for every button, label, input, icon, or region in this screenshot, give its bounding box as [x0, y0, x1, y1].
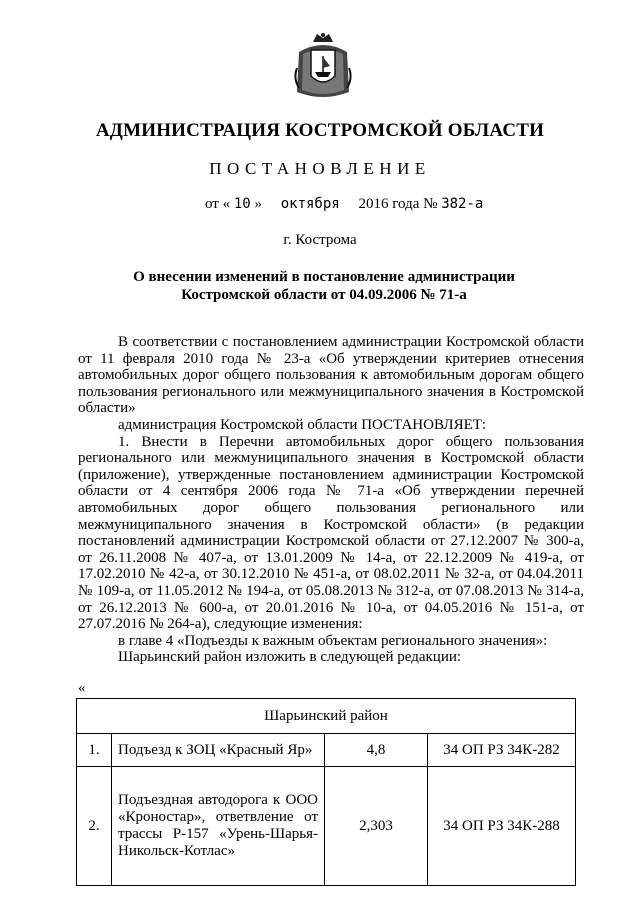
road-code: 34 ОП РЗ 34К-288 [428, 767, 576, 886]
date-quote-close: » [254, 196, 262, 212]
row-number: 1. [77, 734, 112, 767]
road-length: 4,8 [325, 734, 428, 767]
roads-table [76, 698, 576, 886]
document-type: ПОСТАНОВЛЕНИЕ [209, 159, 431, 178]
paragraph-item-1: 1. Внести в Перечни автомобильных дорог общего пользования регионального или межмуниципального значения в Костромской области (приложение), утвержденные постановлением администрации Костромской области от 4 сентября 2006 года № 71-а «Об утверждении перечней автомобильных дорог общего пользования регионального или межмуниципального значения в Костромской области» (в редакции постановлений администрации Костромской области от 27.12.2007 № 300-а, от 26.11.2008 № 407-а, от 13.01.2009 № 14-а, от 22.12.2009 № 419-а, от 17.02.2010 № 42-а, от 30.12.2010 № 451-а, от 08.02.2011 № 32-а, от 04.04.2011 № 109-а, от 11.05.2012 № 194-а, от 05.08.2013 № 312-а, от 07.08.2013 № 314-а, от 26.12.2013 № 600-а, от 20.01.2016 № 10-а, от 04.05.2016 № 151-а, от 27.07.2016 № 264-а), следующие изменения: [78, 433, 584, 633]
date-day: 10 [233, 196, 251, 212]
document-number: 382-а [441, 196, 484, 212]
coat-of-arms-icon [293, 32, 353, 100]
document-body [78, 334, 584, 666]
district-header: Шарьинский район [77, 699, 576, 734]
paragraph-district: Шарьинский район изложить в следующей редакции: [118, 649, 462, 666]
table-row [77, 734, 576, 767]
road-name: Подъездная автодорога к ООО «Кроностар», ответвление от трассы Р-157 «Урень-Шарья-Никольск-Котлас» [112, 767, 325, 886]
document-date-line [205, 196, 483, 213]
agency-title: АДМИНИСТРАЦИЯ КОСТРОМСКОЙ ОБЛАСТИ [95, 120, 545, 141]
paragraph-chapter-4: в главе 4 «Подъезды к важным объектам регионального значения»: [118, 632, 548, 649]
paragraph-preamble: В соответствии с постановлением администрации Костромской области от 11 февраля 2010 года № 23-а «Об утверждении критериев отнесения автомобильных дорог общего пользования к автомобильным дорогам общего пользования регионального или межмуниципального значения в Костромской области» [78, 334, 584, 417]
road-name: Подъезд к ЗОЦ «Красный Яр» [112, 734, 325, 767]
document-subject [100, 268, 548, 304]
paragraph-resolves: администрация Костромской области ПОСТАНОВЛЯЕТ: [118, 416, 487, 433]
table-header-row [77, 699, 576, 734]
table-row [77, 767, 576, 886]
date-month: октября [280, 196, 340, 212]
road-code: 34 ОП РЗ 34К-282 [428, 734, 576, 767]
row-number: 2. [77, 767, 112, 886]
subject-line-2: Костромской области от 04.09.2006 № 71-а [181, 287, 467, 303]
quote-open: « [78, 680, 86, 696]
road-length: 2,303 [325, 767, 428, 886]
date-year: 2016 года № [358, 196, 438, 212]
date-prefix: от « [205, 196, 231, 212]
city: г. Кострома [283, 232, 357, 248]
subject-line-1: О внесении изменений в постановление администрации [133, 269, 515, 285]
